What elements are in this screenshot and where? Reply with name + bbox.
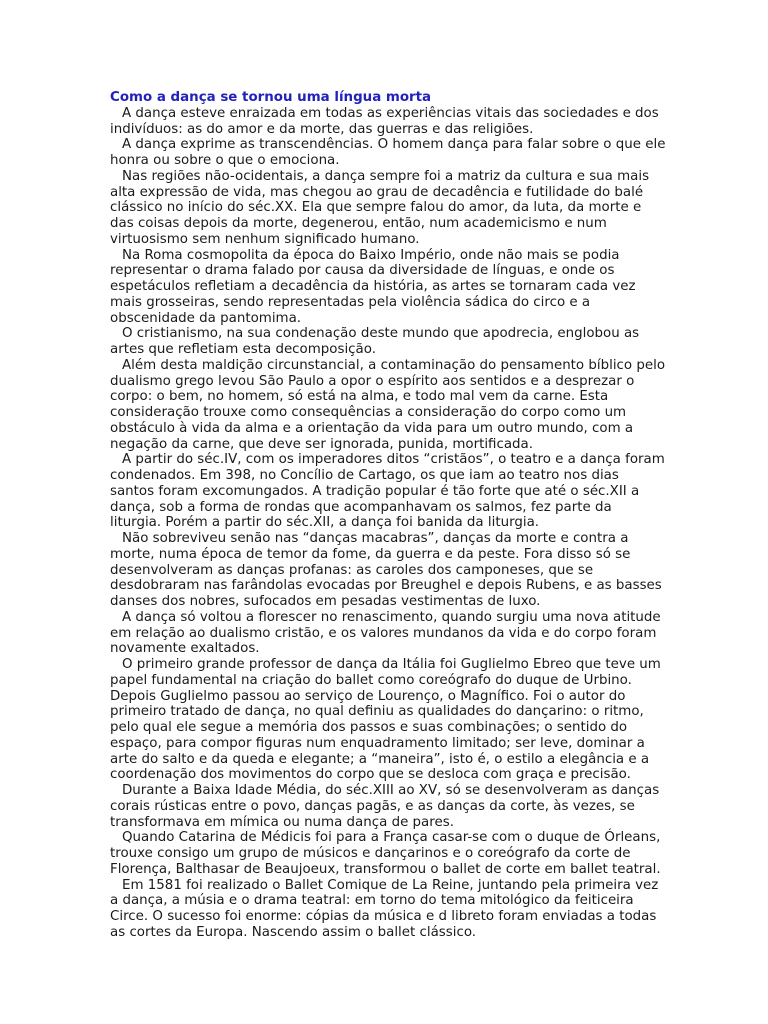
document-title: Como a dança se tornou uma língua morta [110,90,432,105]
paragraph: Nas regiões não-ocidentais, a dança sempre foi a matriz da cultura e sua mais alta expressão de vida, mas chegou ao grau de decadência e futilidade do balé clássico no início do séc.XX. Ela que sempre falou do amor, da luta, da morte e das coisas depois da morte, degenerou, então, num academicismo e num virtuosismo sem nenhum significado humano. [110,168,650,247]
paragraph: A dança esteve enraizada em todas as experiências vitais das sociedades e dos indivíduos: as do amor e da morte, das guerras e das religiões. [110,105,659,137]
paragraph: O primeiro grande professor de dança da Itália foi Guglielmo Ebreo que teve um papel fundamental na criação do ballet como coreógrafo do duque de Urbino. Depois Guglielmo passou ao serviço de Lourenço, o Magnífico. Foi o autor do primeiro tratado de dança, no qual definiu as qualidades do dançarino: o ritmo, pelo qual ele segue a memória dos passos e suas combinações; o sentido do espaço, para compor figuras num enquadramento limitado; ser leve, dominar a arte do salto e da queda e elegante; a “maneira”, isto é, o estilo a elegância e a coordenação dos movimentos do corpo que se desloca com graça e precisão. [110,657,661,783]
paragraph: Em 1581 foi realizado o Ballet Comique de La Reine, juntando pela primeira vez a dança, a músia e o drama teatral: em torno do tema mitológico da feiticeira Circe. O sucesso foi enorme: cópias da música e d libreto foram enviadas a todas as cortes da Europa. Nascendo assim o ballet clássico. [110,877,659,940]
paragraph: Na Roma cosmopolita da época do Baixo Império, onde não mais se podia representar o drama falado por causa da diversidade de línguas, e onde os espetáculos refletiam a decadência da história, as artes se tornaram cada vez mais grosseiras, sendo representadas pela violência sádica do circo e a obscenidade da pantomima. [110,247,636,326]
paragraph: O cristianismo, na sua condenação deste mundo que apodrecia, englobou as artes que refletiam esta decomposição. [110,326,640,357]
paragraph: Além desta maldição circunstancial, a contaminação do pensamento bíblico pelo dualismo grego levou São Paulo a opor o espírito aos sentidos e a desprezar o corpo: o bem, no homem, só está na alma, e todo mal vem da carne. Esta consideração trouxe como consequências a consideração do corpo como um obstáculo à vida da alma e a orientação da vida para um outro mundo, com a negação da carne, que deve ser ignorada, punida, mortificada. [110,357,666,452]
paragraph: Não sobreviveu senão nas “danças macabras”, danças da morte e contra a morte, numa época de temor da fome, da guerra e da peste. Fora disso só se desenvolveram as danças profanas: as caroles dos camponeses, que se desdobraram nas farândolas evocadas por Breughel e depois Rubens, e as basses danses dos nobres, sufocados em pesadas vestimentas de luxo. [110,531,662,609]
paragraph: A partir do séc.IV, com os imperadores ditos “cristãos”, o teatro e a dança foram condenados. Em 398, no Concílio de Cartago, os que iam ao teatro nos dias santos foram excomungados. A tradição popular é tão forte que até o séc.XII a dança, sob a forma de rondas que acompanhavam os salmos, fez parte da liturgia. Porém a partir do séc.XII, a dança foi banida da liturgia. [110,452,665,531]
paragraph: A dança exprime as transcendências. O homem dança para falar sobre o que ele honra ou sobre o que o emociona. [110,137,666,168]
document-page [110,90,666,941]
paragraph: Durante a Baixa Idade Média, do séc.XIII ao XV, só se desenvolveram as danças corais rústicas entre o povo, danças pagãs, e as danças da corte, às vezes, se transformava em mímica ou numa dança de pares. [110,783,660,830]
paragraph: Quando Catarina de Médicis foi para a França casar-se com o duque de Órleans, trouxe consigo um grupo de músicos e dançarinos e o coreógrafo da corte de Florença, Balthasar de Beaujoeux, transformou o ballet de corte em ballet teatral. [110,830,661,877]
paragraph: A dança só voltou a florescer no renascimento, quando surgiu uma nova atitude em relação ao dualismo cristão, e os valores mundanos da vida e do corpo foram novamente exaltados. [110,609,661,657]
